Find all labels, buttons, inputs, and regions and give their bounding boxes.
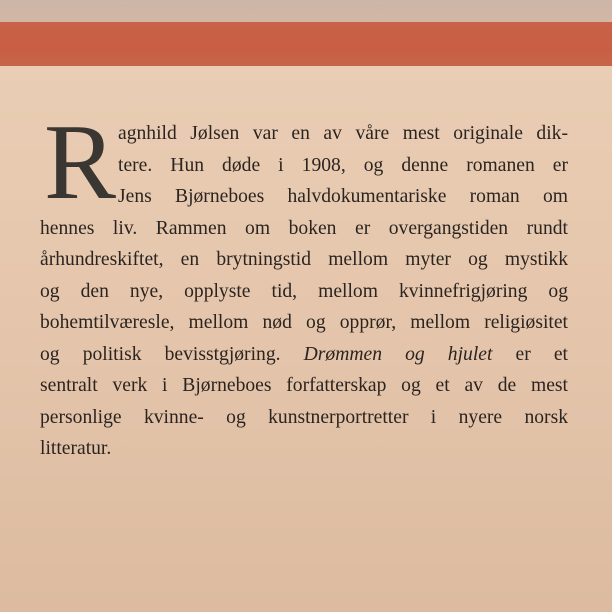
orange-header-band [0, 22, 612, 66]
text-line-8-end: er et [515, 343, 568, 365]
text-line-11: litteratur. [40, 438, 112, 459]
text-line-9: sentralt verk i Bjørneboes forfatterskap og et av de mest [40, 375, 568, 396]
body-paragraph [40, 103, 568, 465]
text-line-8 [40, 339, 568, 371]
text-line-7: bohemtilværesle, mellom nød og opprør, mellom religiøsitet [40, 312, 568, 333]
text-line-3: Jens Bjørneboes halvdokumentariske roman om [118, 186, 568, 207]
text-line-5: århundreskiftet, en brytningstid mellom myter og mystikk [40, 249, 568, 270]
text-line-8-start: og politisk bevisstgjøring. [40, 343, 281, 365]
text-line-10: personlige kvinne- og kunstnerportretter i nyere norsk [40, 406, 568, 428]
text-line-1: agnhild Jølsen var en av våre mest originale dik- [118, 123, 568, 144]
background-top-strip [0, 0, 612, 24]
drop-cap-letter: R [44, 103, 117, 222]
text-line-2: tere. Hun døde i 1908, og denne romanen er [118, 154, 568, 176]
text-line-4: hennes liv. Rammen om boken er overgangstiden rundt [40, 217, 568, 239]
text-line-6: og den nye, opplyste tid, mellom kvinnefrigjøring og [40, 280, 568, 302]
book-title-italic: Drømmen og hjulet [303, 343, 493, 365]
